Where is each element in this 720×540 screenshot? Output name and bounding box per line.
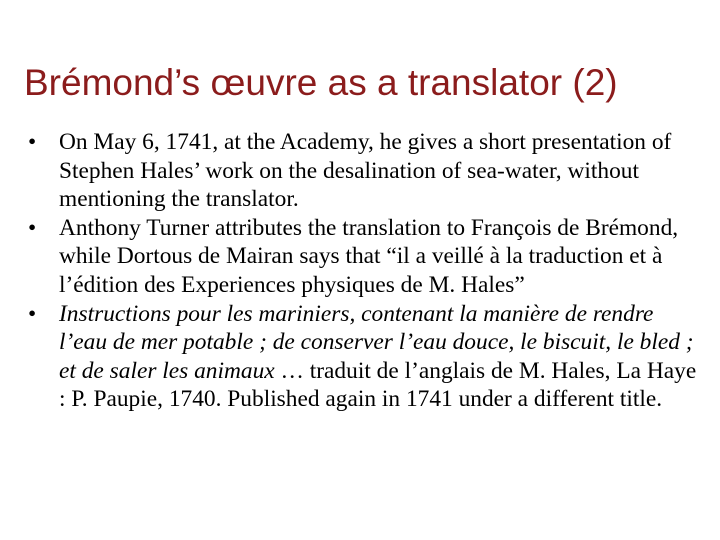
- bullet-item-academy-presentation: [28, 128, 700, 214]
- bullet-icon: •: [28, 129, 37, 155]
- bullet-item-instructions-title: [28, 300, 700, 414]
- bullet-text: Anthony Turner attributes the translation to François de Brémond, while Dortous de Mairan says that “il a veillé à la traduction et à l’édition des Experiences physiques de M. Hales”: [59, 214, 679, 298]
- bullet-text: … traduit de l’anglais de M. Hales, La Haye : P. Paupie, 1740. Published again in 1741 under a different title.: [59, 357, 697, 413]
- bullet-text: On May 6, 1741, at the Academy, he gives a short presentation of Stephen Hales’ work on the desalination of sea-water, without mentioning the translator.: [59, 129, 672, 213]
- book-title-italic: Instructions pour les mariniers, contenant la manière de rendre l’eau de mer potable ; de conserver l’eau douce, le biscuit, le bled ; et de saler les animaux: [59, 300, 694, 384]
- bullet-icon: •: [28, 214, 37, 241]
- bullet-list: [28, 128, 700, 414]
- bullet-icon: •: [28, 300, 37, 327]
- bullet-item-attribution: [28, 214, 700, 300]
- slide-title: Brémond’s œuvre as a translator (2): [24, 62, 618, 103]
